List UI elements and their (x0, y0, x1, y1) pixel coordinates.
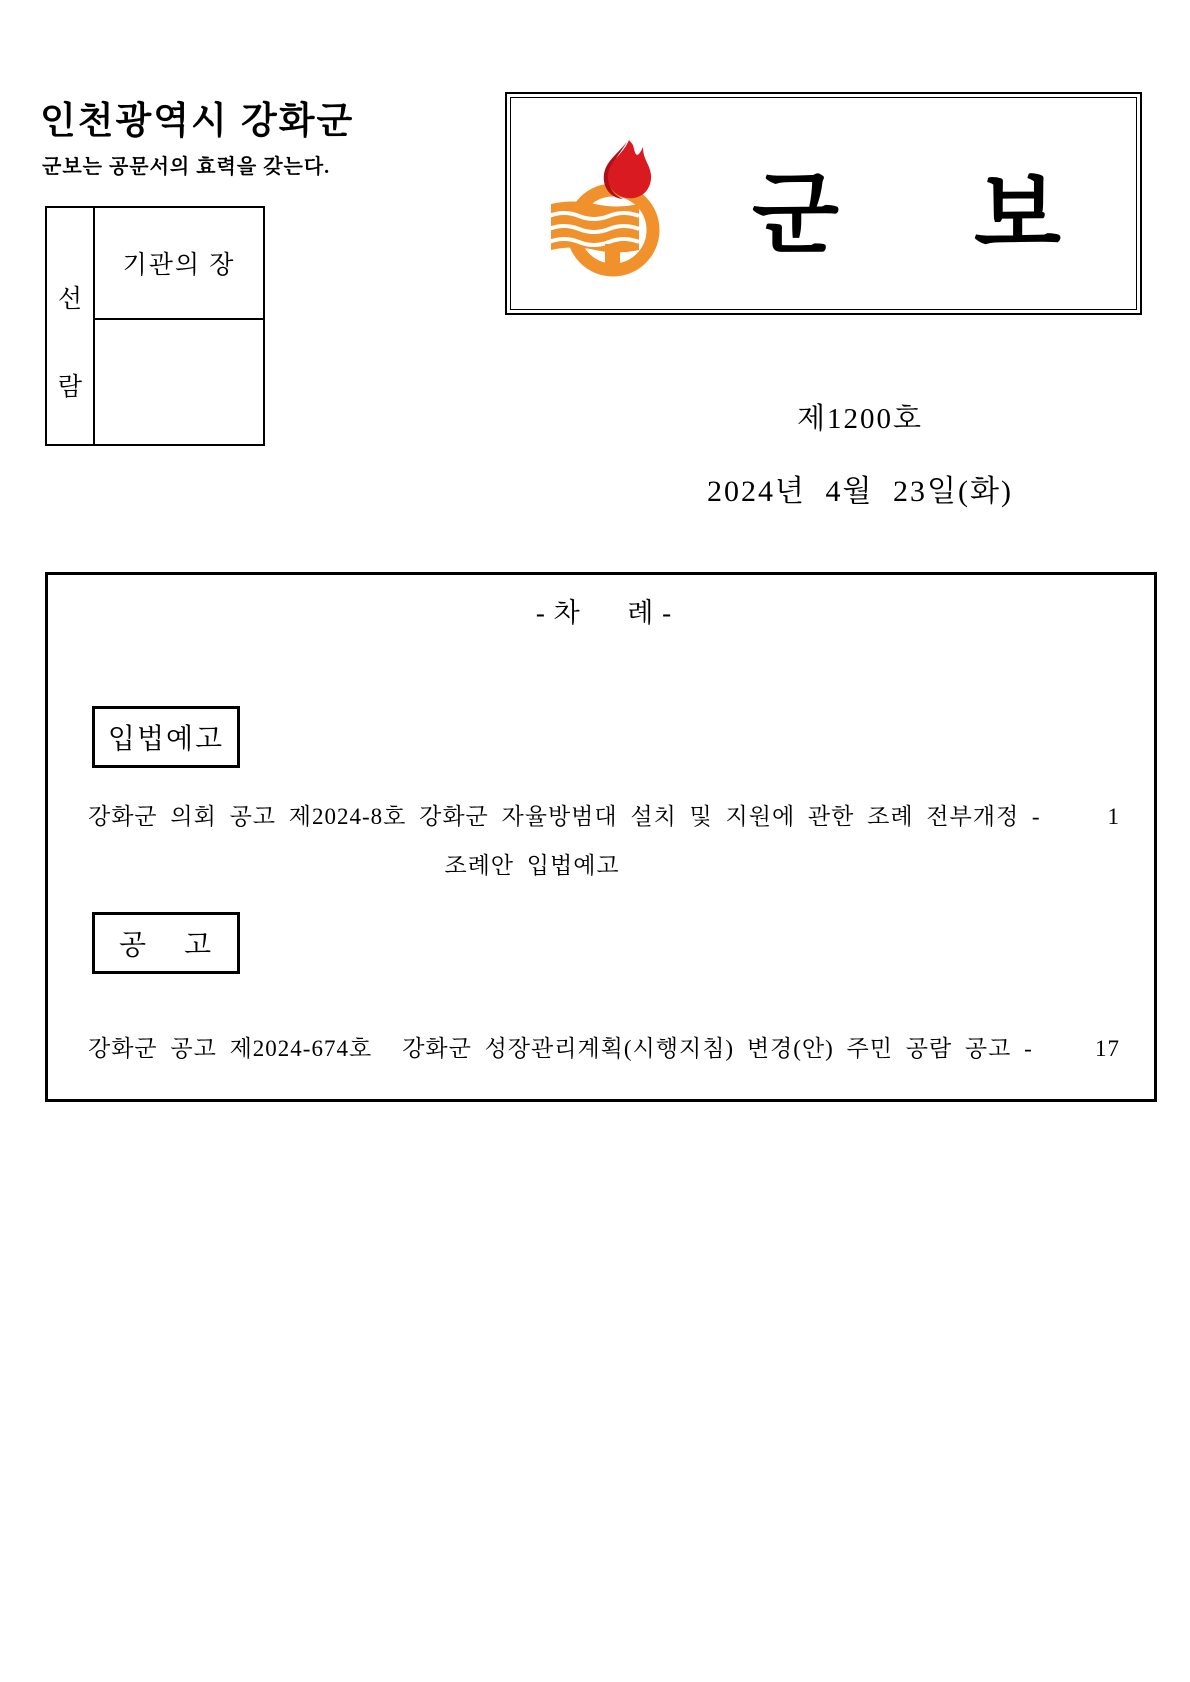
approval-stamp-char-bottom: 람 (57, 374, 83, 401)
toc-entry-text: 강화군 의회 공고 제2024-8호 강화군 자율방범대 설치 및 지원에 관한 조례 전부개정 - (88, 804, 1041, 829)
approval-stamp-table (45, 206, 265, 446)
toc-entry-text: 강화군 성장관리계획(시행지침) 변경(안) 주민 공람 공고 - (402, 1036, 1033, 1061)
approval-stamp-column (47, 208, 95, 444)
masthead-char-right: 보 (974, 164, 1061, 265)
toc-box (45, 572, 1157, 1102)
publisher-tagline: 군보는 공문서의 효력을 갖는다. (42, 156, 331, 178)
publisher-name: 인천광역시 강화군 (40, 100, 355, 141)
toc-title: - 차 례 - (535, 598, 673, 628)
approval-signature-cell (95, 320, 263, 444)
issue-date: 2024년 4월 23일(화) (707, 475, 1013, 508)
toc-entry (88, 1030, 1120, 1063)
masthead-char-left: 군 (752, 164, 839, 265)
toc-entry-page-number: 1 (1107, 804, 1120, 829)
masthead-inner-frame (510, 97, 1137, 310)
masthead-box (505, 92, 1142, 315)
toc-entry-continuation: 조례안 입법예고 (444, 853, 620, 878)
approval-header-cell: 기관의 장 (95, 208, 263, 320)
toc-entry-source: 강화군 공고 제2024-674호 (88, 1036, 373, 1061)
approval-main-column (95, 208, 263, 444)
masthead-title (683, 164, 1136, 265)
approval-stamp-char-top: 선 (57, 286, 83, 313)
issue-number: 제1200호 (796, 403, 924, 435)
toc-entry-page-number: 17 (1095, 1036, 1120, 1061)
section-label-public-notice: 공 고 (92, 912, 240, 974)
county-emblem-icon (551, 138, 683, 286)
section-label-legislation-notice: 입법예고 (92, 706, 240, 768)
toc-entry (88, 798, 1120, 831)
